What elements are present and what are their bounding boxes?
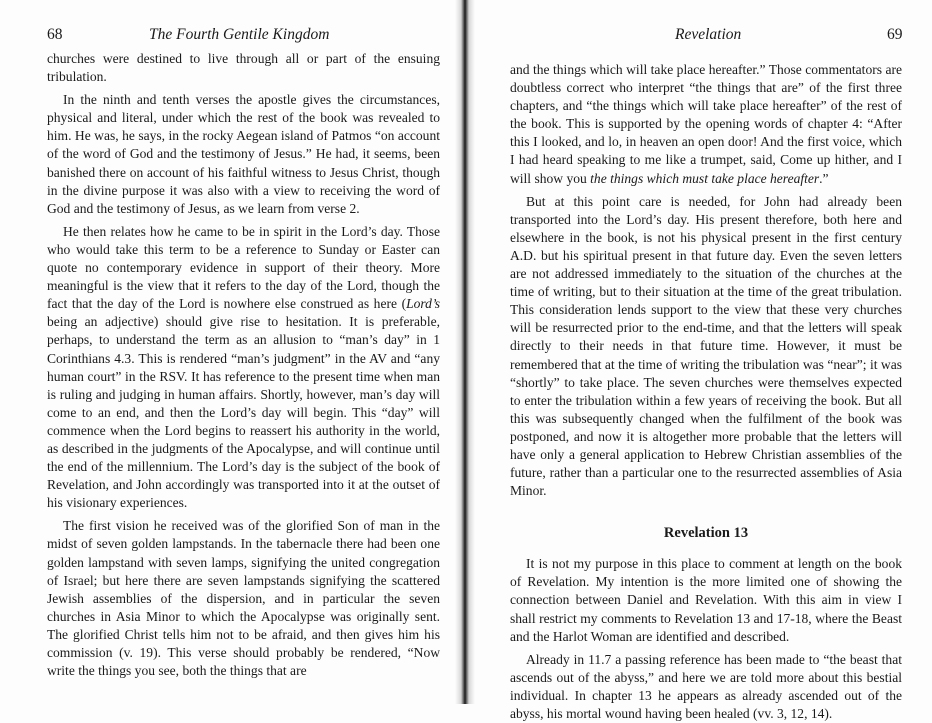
- page-number-68: 68: [47, 26, 63, 43]
- right-body-text: [510, 61, 902, 723]
- left-body-text: [47, 50, 440, 680]
- paragraph-text: being an adjective) should give rise to hesitation. It is preferable, perhaps, to understand the term as an allusion to “man’s day” in 1 Corinthians 4.3. This is rendered “man’s judgment” in the AV and “any human court” in the RSV. It has reference to the present time when man is ruling and judging in human affairs. Shortly, however, man’s day will come to an end, and then the Lord’s day will begin. This “day” will commence when the Lord begins to reassert his authority in the world, as described in the judgments of the Apocalypse, and will continue until the end of the millennium. The Lord’s day is the subject of the book of Revelation, and John accordingly was transported into it at the outset of his visionary experiences.: [47, 314, 440, 511]
- italic-quote: the things which must take place hereafter: [590, 170, 820, 186]
- left-page: [0, 0, 462, 704]
- right-folio: [887, 26, 903, 44]
- italic-term: Lord’s: [406, 296, 440, 312]
- paragraph: Already in 11.7 a passing reference has been made to “the beast that ascends out of the abyss,” and here we are told more about this bestial individual. In chapter 13 he appears as already ascended out of the abyss, his mortal wound having been healed (vv. 3, 12, 14).: [510, 651, 902, 721]
- page-number-69: 69: [887, 26, 903, 43]
- paragraph: But at this point care is needed, for John had already been transported into the Lord’s day. His present therefore, both here and elsewhere in the book, is not his physical present in the first century A.D. but his spiritual present in that future day. Even the seven letters are not addressed immediately to the situation of the churches at the time of writing, but to their situation at the time of the great tribulation. This consideration lends support to the view that these very churches will be resurrected prior to the end-time, and that the letters will speak directly to their needs in that future time. However, it must be remembered that at the time of writing the tribulation was “near”; it was “shortly” to take place. The seven churches were themselves expected to enter the tribulation within a few years of receiving the book. But all this was subsequently changed when the fulfilment of the book was postponed, and now it is altogether more probable that the letters will have only a general application to Hebrew Christian assemblies of the future, rather than a particular one to the resurrected assemblies of Asia Minor.: [510, 193, 902, 499]
- paragraph: [47, 223, 440, 513]
- left-running-head: The Fourth Gentile Kingdom: [149, 26, 330, 43]
- left-folio: [47, 26, 63, 44]
- section-heading: Revelation 13: [663, 525, 749, 542]
- paragraph: churches were destined to live through all or part of the ensuing tribulation.: [47, 51, 440, 85]
- paragraph: The first vision he received was of the glorified Son of man in the midst of seven golden lampstands. In the tabernacle there had been one golden lampstand with seven lamps, signifying the united congregation of Israel; but here there are seven lampstands signifying the scattered Jewish assemblies of the dispersion, and in particular the seven churches in Asia Minor to which the Apocalypse was originally sent. The glorified Christ tells him not to be afraid, and then gives him his commission (v. 19). This verse should probably be rendered, “Now write the things you see, both the things that are: [47, 518, 440, 679]
- paragraph-text: .”: [819, 170, 829, 186]
- paragraph: In the ninth and tenth verses the apostle gives the circumstances, physical and literal, under which the rest of the book was revealed to him. He was, he says, in the rocky Aegean island of Patmos “on account of the word of God and the testimony of Jesus.” He had, it seems, been banished there on account of his faithful witness to Jesus Christ, though in the divine purpose it was also with a view to receiving the word of God and the testimony of Jesus, as we learn from verse 2.: [47, 92, 440, 216]
- paragraph-text: He then relates how he came to be in spirit in the Lord’s day. Those who would take this term to be a reference to Sunday or Easter can quote no contemporary evidence in support of their theory. More meaningful is the view that it refers to the day of the Lord, though the fact that the day of the Lord is nowhere else construed as here (: [47, 223, 440, 312]
- paragraph-text: and the things which will take place hereafter.” Those commentators are doubtless correct who interpret “the things that are” of the first three chapters, and “the things which will take place hereafter” of the rest of the book. This is supported by the opening words of chapter 4: “After this I looked, and lo, in heaven an open door! And the first voice, which I had heard speaking to me like a trumpet, said, Come up hither, and I will show you: [510, 62, 902, 186]
- right-page: [470, 0, 932, 721]
- right-running-head: Revelation: [675, 26, 742, 43]
- paragraph: It is not my purpose in this place to comment at length on the book of Revelation. My intention is the more limited one of showing the connection between Daniel and Revelation. With this aim in view I shall restrict my comments to Revelation 13 and 17-18, where the Beast and the Harlot Woman are identified and described.: [510, 556, 902, 644]
- paragraph: [510, 61, 902, 188]
